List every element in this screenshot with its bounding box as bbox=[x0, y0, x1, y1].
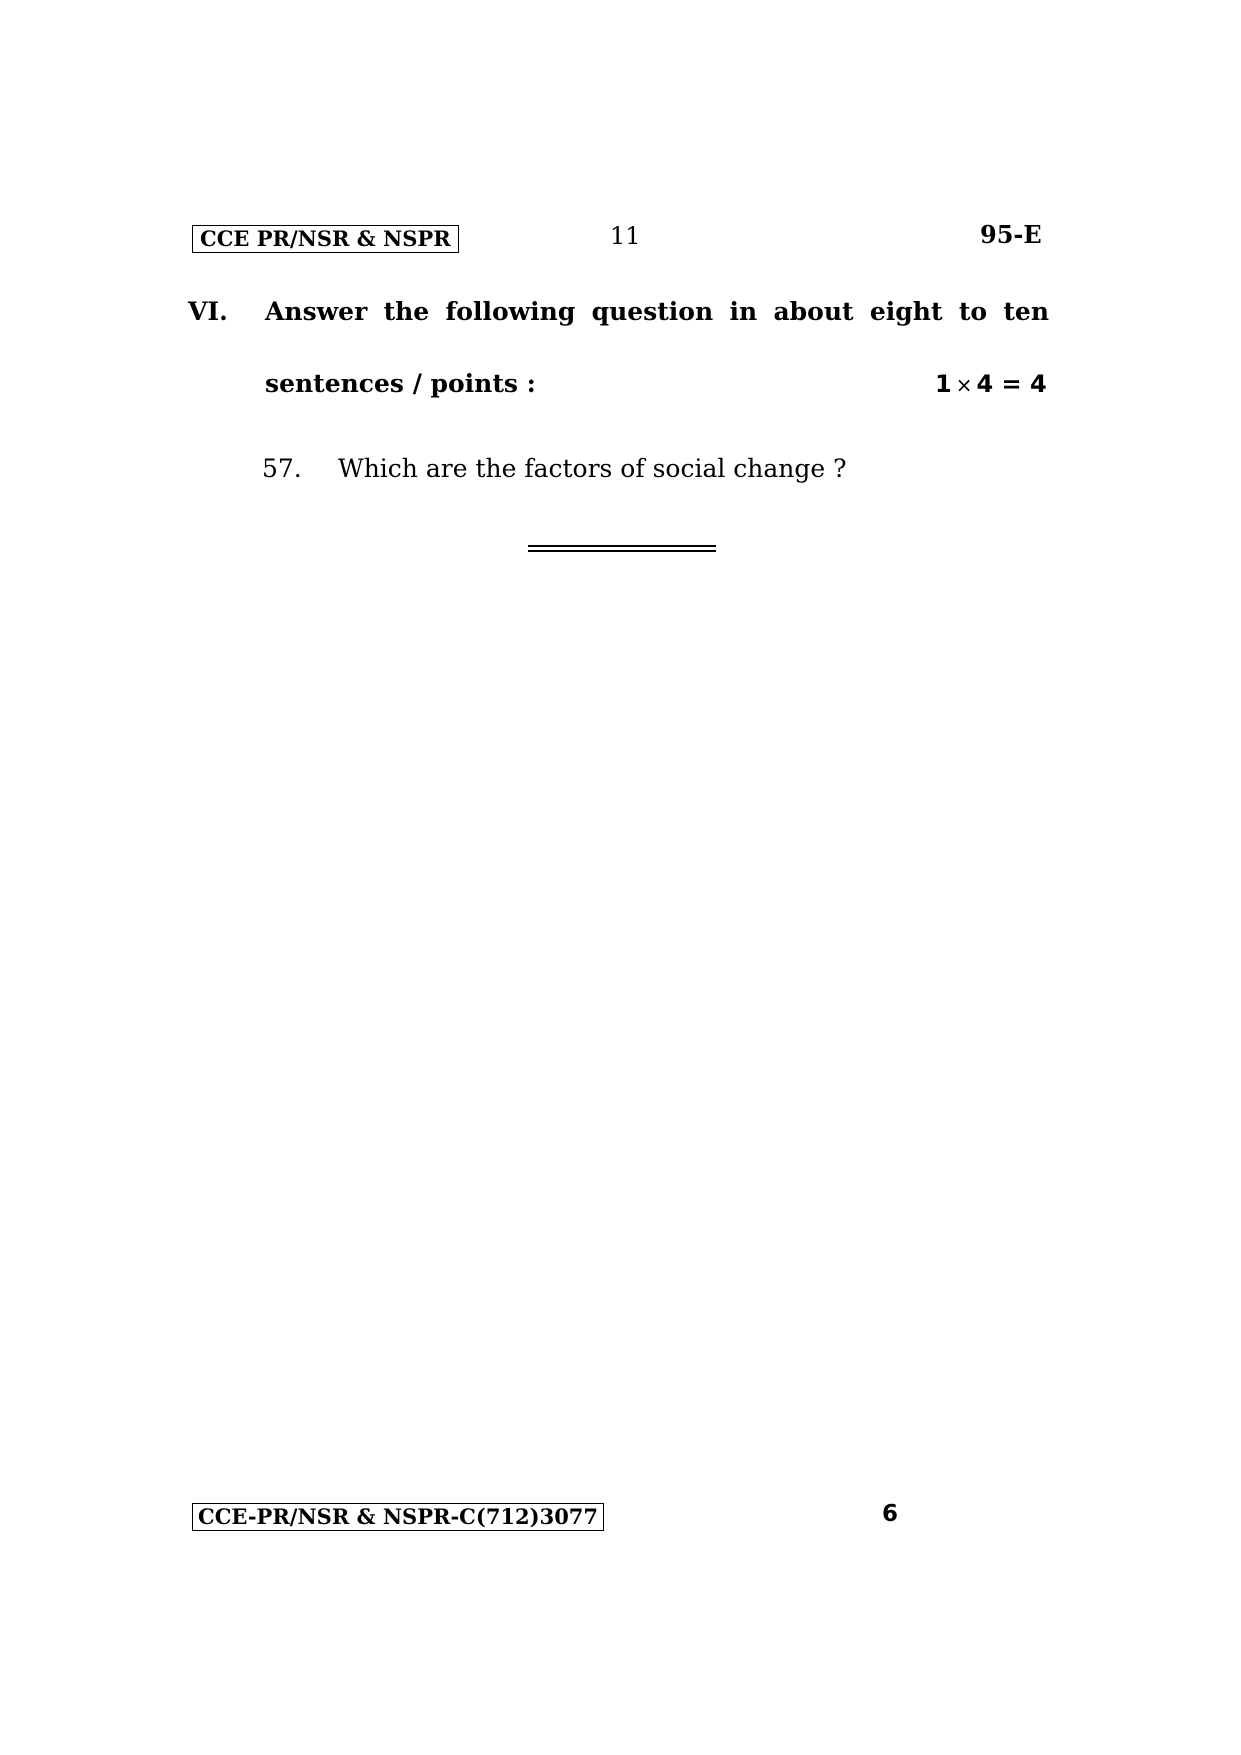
header-page-number: 11 bbox=[610, 222, 641, 250]
section-instruction-line2: sentences / points : bbox=[265, 369, 536, 398]
end-of-paper-rule bbox=[528, 545, 716, 552]
footer-code-box: CCE-PR/NSR & NSPR-C(712)3077 bbox=[192, 1503, 604, 1531]
marks-total: 4 bbox=[1030, 370, 1047, 398]
section-instruction-line1: Answer the following question in about eight to ten bbox=[265, 297, 1049, 326]
question-number: 57. bbox=[262, 454, 302, 483]
question-text: Which are the factors of social change ? bbox=[338, 454, 847, 483]
section-number: VI. bbox=[188, 297, 228, 326]
header-paper-code: 95-E bbox=[980, 220, 1042, 249]
header-code-box: CCE PR/NSR & NSPR bbox=[192, 225, 459, 253]
marks-times-sign: × bbox=[955, 373, 973, 397]
marks-each: 4 bbox=[976, 370, 994, 398]
marks-equals-sign: = bbox=[1001, 370, 1022, 398]
footer-page-number: 6 bbox=[882, 1501, 899, 1527]
section-marks bbox=[935, 368, 1047, 401]
marks-count: 1 bbox=[935, 370, 952, 398]
